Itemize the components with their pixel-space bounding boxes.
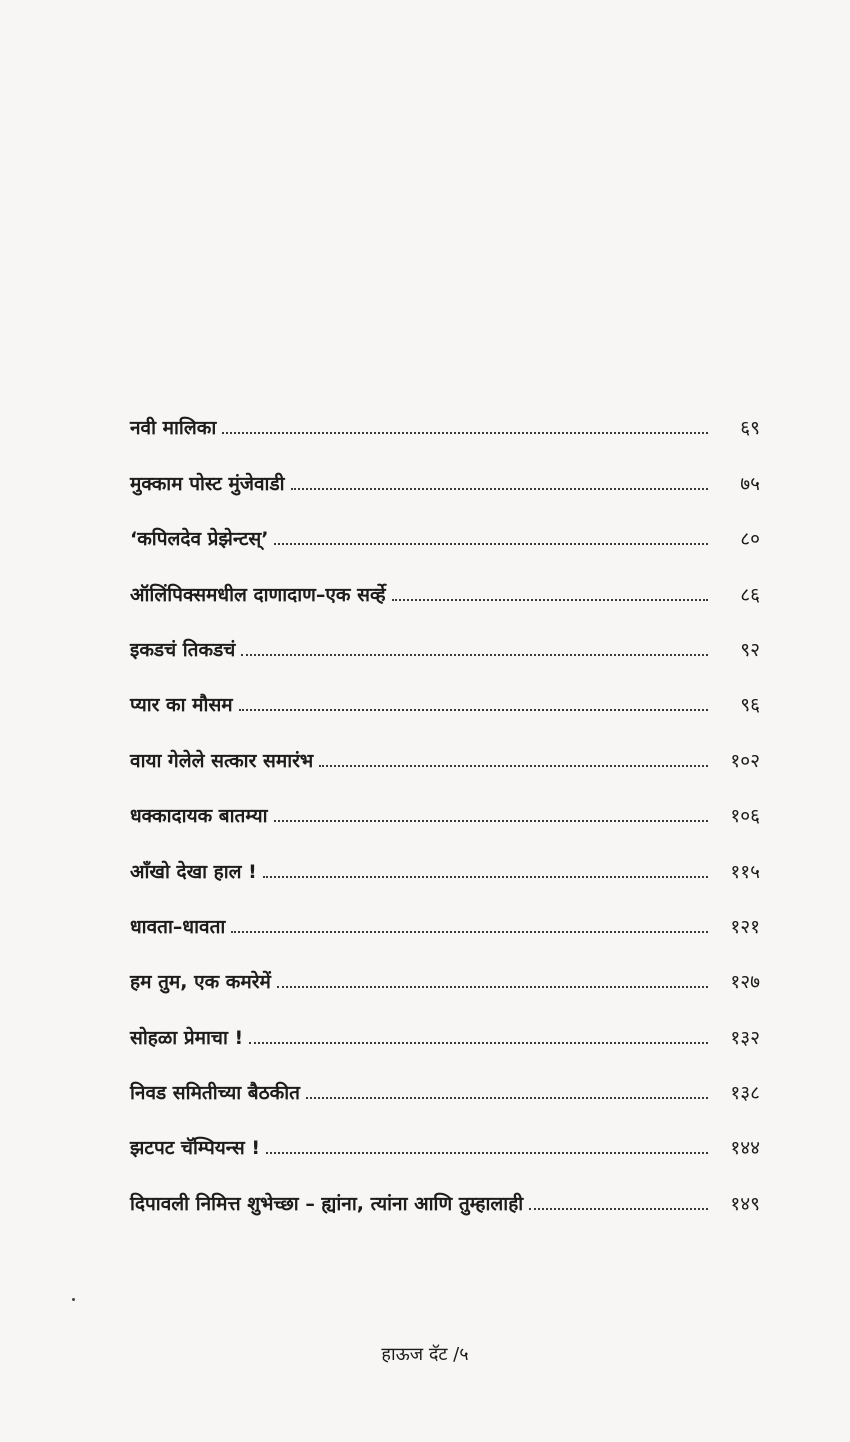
toc-entry (130, 1158, 760, 1213)
paper-speck (72, 1298, 75, 1301)
toc-entry-title: वाया गेलेले सत्कार समारंभ (130, 749, 314, 772)
toc-entry-title: इकडचं तिकडचं (130, 638, 236, 661)
toc-entry (130, 1103, 760, 1158)
toc-entry (130, 992, 760, 1047)
toc-entry-page: १४४ (730, 1137, 760, 1160)
dot-leader (239, 708, 708, 711)
toc-entry-page: १०६ (730, 805, 760, 828)
dot-leader (529, 1207, 708, 1210)
toc-entry-page: १२७ (730, 971, 760, 994)
toc-entry-page: ११५ (730, 860, 760, 883)
dot-leader (306, 1096, 708, 1099)
toc-entry-title: हम तुम, एक कमरेमें (130, 971, 271, 994)
toc-entry-page: १३८ (730, 1082, 760, 1105)
toc-entry-page: ६९ (740, 417, 760, 440)
dot-leader (274, 819, 708, 822)
dot-leader (274, 542, 708, 545)
toc-entry-title: नवी मालिका (130, 417, 217, 440)
dot-leader (263, 875, 708, 878)
toc-entry-page: १२१ (730, 915, 760, 938)
dot-leader (222, 431, 708, 434)
toc-entry-page: १०२ (730, 749, 760, 772)
dot-leader (392, 598, 708, 601)
dot-leader (241, 653, 708, 656)
table-of-contents (130, 383, 760, 1214)
dot-leader (319, 764, 708, 767)
toc-entry-title: प्यार का मौसम (130, 694, 233, 717)
page-footer: हाऊज दॅट /५ (381, 1344, 469, 1365)
toc-entry (130, 771, 760, 826)
toc-entry-page: ८० (740, 528, 760, 551)
toc-entry-page: ८६ (740, 583, 760, 606)
toc-entry-title: दिपावली निमित्त शुभेच्छा – ह्यांना, त्यांना आणि तुम्हालाही (130, 1192, 524, 1215)
dot-leader (291, 487, 708, 490)
toc-entry-title: ‘कपिलदेव प्रेझेन्टस्’ (130, 528, 269, 551)
toc-entry (130, 937, 760, 992)
toc-entry-title: ऑलिंपिक्समधील दाणादाण–एक सर्व्हे (130, 583, 386, 606)
toc-entry-page: ७५ (740, 472, 760, 495)
toc-entry (130, 715, 760, 770)
toc-entry-title: धावता–धावता (130, 915, 226, 938)
toc-entry-page: ९६ (740, 694, 760, 717)
toc-entry (130, 383, 760, 438)
toc-entry (130, 549, 760, 604)
toc-entry-title: आँखो देखा हाल ! (130, 860, 257, 883)
toc-entry (130, 1048, 760, 1103)
toc-entry (130, 605, 760, 660)
toc-entry-title: धक्कादायक बातम्या (130, 805, 268, 828)
toc-entry (130, 826, 760, 881)
toc-entry (130, 882, 760, 937)
toc-entry (130, 438, 760, 493)
toc-entry (130, 660, 760, 715)
toc-entry-title: मुक्काम पोस्ट मुंजेवाडी (130, 472, 285, 495)
toc-entry-title: निवड समितीच्या बैठकीत (130, 1082, 300, 1105)
toc-entry-title: झटपट चॅम्पियन्स ! (130, 1137, 261, 1160)
toc-entry (130, 494, 760, 549)
dot-leader (277, 985, 708, 988)
toc-entry-title: सोहळा प्रेमाचा ! (130, 1026, 244, 1049)
toc-entry-page: १४९ (730, 1192, 760, 1215)
toc-entry-page: ९२ (740, 638, 760, 661)
toc-entry-page: १३२ (730, 1026, 760, 1049)
dot-leader (266, 1151, 708, 1154)
dot-leader (249, 1041, 708, 1044)
dot-leader (231, 930, 708, 933)
